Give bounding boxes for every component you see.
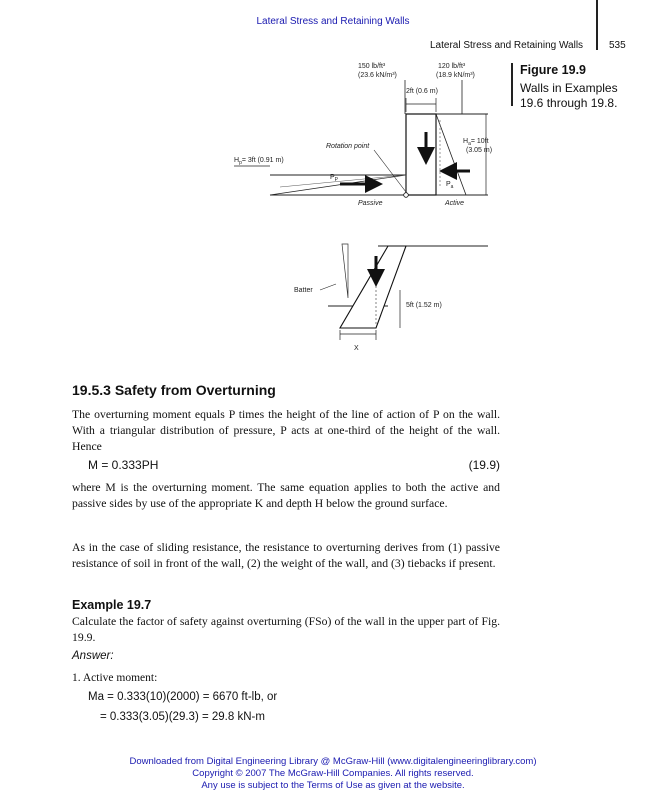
batter-triangle — [342, 244, 348, 298]
retaining-wall-figure — [230, 58, 520, 363]
equation-19-9 — [88, 458, 500, 472]
rotation-point-leader — [374, 150, 406, 192]
equation-number: (19.9) — [468, 458, 500, 472]
header-rule — [596, 0, 598, 50]
unit-weight-wall-si-label: (23.6 kN/m³) — [358, 72, 397, 79]
section-heading: 19.5.3 Safety from Overturning — [72, 382, 276, 398]
paragraph-where-m: where M is the overturning moment. The same equation applies to both the active and passive sides by use of the appropriate K and depth H below the ground surface. — [72, 481, 500, 510]
batter-leader — [320, 284, 336, 290]
wall-width-label: 2ft (0.6 m) — [406, 88, 438, 95]
unit-weight-soil-si-label: (18.9 kN/m³) — [436, 72, 475, 79]
paragraph-resistance: As in the case of sliding resistance, the resistance to overturning derives from (1) passive resistance of soil in front of the wall, (2) the weight of the wall, and (3) tiebacks if present. — [72, 541, 500, 570]
example-problem-text: Calculate the factor of safety against overturning (FSo) of the wall in the upper part of Fig. 19.9. — [72, 615, 500, 644]
unit-weight-wall-label: 150 lb/ft³ — [358, 63, 386, 70]
pp-label: $P_P$ — [330, 174, 339, 183]
figure-number: Figure 19.9 — [520, 63, 586, 77]
ha-si-label: (3.05 m) — [466, 147, 493, 154]
x-label: X — [354, 345, 359, 352]
rotation-point-label: Rotation point — [326, 143, 370, 150]
pa-label: $P_a$ — [446, 181, 454, 190]
moment-equation-line-si: = 0.333(3.05)(29.3) = 29.8 kN-m — [100, 711, 265, 723]
active-pressure-diagram — [436, 114, 466, 195]
answer-label: Answer: — [72, 650, 114, 662]
running-head: Lateral Stress and Retaining Walls — [430, 40, 584, 51]
footer-download-link[interactable]: Downloaded from Digital Engineering Library @ McGraw-Hill (www.digitalengineeringlibrary.com) — [129, 756, 537, 767]
active-label: Active — [445, 200, 465, 207]
unit-weight-soil-label: 120 lb/ft³ — [438, 63, 466, 70]
retaining-wall — [406, 114, 436, 195]
footer-copyright: Copyright © 2007 The McGraw-Hill Companies. All rights reserved. — [192, 768, 474, 779]
rotation-point-marker — [404, 193, 409, 198]
paragraph-overturning-moment: The overturning moment equals P times the height of the line of action of P on the wall. With a triangular distribution of pressure, P acts at one-third of the height of the wall. Hence — [72, 408, 500, 453]
figure-caption-line: Walls in Examples — [520, 81, 618, 95]
step-active-moment: 1. Active moment: — [72, 672, 158, 684]
chapter-header: Lateral Stress and Retaining Walls — [256, 16, 410, 27]
footer-terms-link[interactable]: Any use is subject to the Terms of Use as given at the website. — [201, 780, 465, 791]
hp-label: $H_p= 3ft$ (0.91 m) — [234, 157, 284, 166]
equation-text: M = 0.333PH — [88, 458, 159, 472]
page-number: 535 — [609, 40, 626, 51]
moment-equation-line: Ma = 0.333(10)(2000) = 6670 ft-lb, or — [88, 691, 278, 703]
figure-caption-line: 19.6 through 19.8. — [520, 96, 618, 110]
ha-label: $H_a= 10ft$ — [463, 138, 489, 147]
battered-wall — [340, 246, 406, 328]
depth-label: 5ft (1.52 m) — [406, 302, 442, 309]
example-heading: Example 19.7 — [72, 598, 152, 612]
passive-label: Passive — [358, 200, 383, 207]
batter-label: Batter — [294, 287, 313, 294]
